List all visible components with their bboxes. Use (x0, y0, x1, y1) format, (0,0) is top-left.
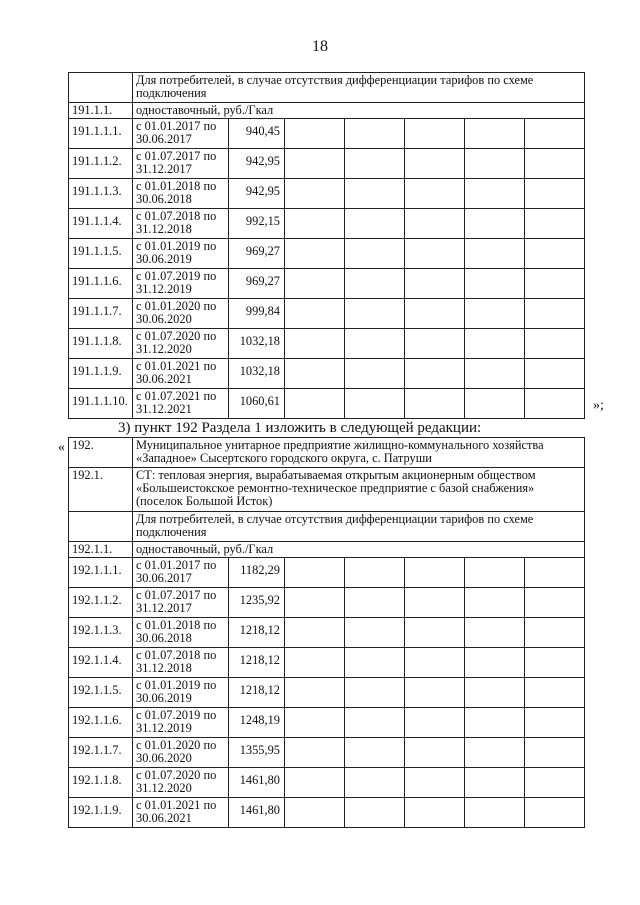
row-value: 969,27 (229, 269, 285, 299)
empty-cell (285, 708, 345, 738)
empty-cell (345, 209, 405, 239)
row-period: с 01.07.2017 по 31.12.2017 (133, 588, 229, 618)
row-value: 1032,18 (229, 329, 285, 359)
table-header-row (69, 512, 585, 542)
empty-cell (285, 149, 345, 179)
empty-cell (345, 119, 405, 149)
empty-cell (405, 768, 465, 798)
table-row (69, 588, 585, 618)
row-value: 1461,80 (229, 768, 285, 798)
org-row (69, 438, 585, 468)
empty-cell (285, 768, 345, 798)
empty-cell (465, 708, 525, 738)
st-code: 192.1. (69, 468, 133, 512)
amendment-heading: 3) пункт 192 Раздела 1 изложить в следующей редакции: (118, 420, 482, 436)
empty-cell (465, 209, 525, 239)
table-row (69, 558, 585, 588)
row-value: 942,95 (229, 149, 285, 179)
empty-cell (285, 239, 345, 269)
empty-cell (345, 359, 405, 389)
empty-cell (285, 618, 345, 648)
row-period: с 01.01.2018 по 30.06.2018 (133, 618, 229, 648)
header-note: Для потребителей, в случае отсутствия дифференциации тарифов по схеме подключения (133, 73, 585, 103)
row-period: с 01.07.2018 по 31.12.2018 (133, 209, 229, 239)
empty-cell (285, 269, 345, 299)
row-value: 942,95 (229, 179, 285, 209)
empty-cell (525, 359, 585, 389)
empty-cell (405, 179, 465, 209)
table-row (69, 209, 585, 239)
empty-cell (405, 678, 465, 708)
row-period: с 01.07.2020 по 31.12.2020 (133, 768, 229, 798)
empty-cell (525, 678, 585, 708)
empty-cell (345, 329, 405, 359)
table-row (69, 768, 585, 798)
empty-cell (345, 239, 405, 269)
empty-cell (345, 708, 405, 738)
table-row (69, 648, 585, 678)
table-row (69, 798, 585, 828)
subhead-code: 192.1.1. (69, 542, 133, 558)
table-row (69, 119, 585, 149)
empty-cell (405, 708, 465, 738)
row-code: 191.1.1.2. (69, 149, 133, 179)
empty-cell (405, 558, 465, 588)
row-code: 192.1.1.5. (69, 678, 133, 708)
empty-cell (345, 299, 405, 329)
table-header-row (69, 73, 585, 103)
row-value: 1218,12 (229, 648, 285, 678)
subhead-row (69, 542, 585, 558)
empty-cell (405, 299, 465, 329)
empty-cell (525, 269, 585, 299)
table-row (69, 359, 585, 389)
row-code: 192.1.1.1. (69, 558, 133, 588)
row-code: 191.1.1.3. (69, 179, 133, 209)
header-note: Для потребителей, в случае отсутствия дифференциации тарифов по схеме подключения (133, 512, 585, 542)
empty-cell (525, 149, 585, 179)
empty-cell (345, 618, 405, 648)
row-code: 192.1.1.3. (69, 618, 133, 648)
empty-cell (465, 239, 525, 269)
row-value: 1355,95 (229, 738, 285, 768)
empty-cell (345, 588, 405, 618)
empty-cell (285, 798, 345, 828)
empty-cell (525, 389, 585, 419)
table-row (69, 738, 585, 768)
row-code: 192.1.1.8. (69, 768, 133, 798)
empty-cell (465, 179, 525, 209)
empty-cell (345, 798, 405, 828)
empty-cell (525, 708, 585, 738)
st-row (69, 468, 585, 512)
empty-cell (405, 648, 465, 678)
subhead-label: одноставочный, руб./Гкал (133, 103, 585, 119)
row-code: 192.1.1.4. (69, 648, 133, 678)
subhead-row (69, 103, 585, 119)
empty-cell (465, 149, 525, 179)
empty-cell (345, 389, 405, 419)
row-value: 940,45 (229, 119, 285, 149)
blank-cell (69, 73, 133, 103)
row-period: с 01.01.2017 по 30.06.2017 (133, 119, 229, 149)
empty-cell (285, 119, 345, 149)
empty-cell (525, 768, 585, 798)
table-row (69, 149, 585, 179)
row-period: с 01.01.2017 по 30.06.2017 (133, 558, 229, 588)
empty-cell (465, 299, 525, 329)
empty-cell (405, 209, 465, 239)
row-code: 192.1.1.9. (69, 798, 133, 828)
row-period: с 01.01.2020 по 30.06.2020 (133, 299, 229, 329)
table-row (69, 239, 585, 269)
empty-cell (465, 648, 525, 678)
empty-cell (405, 329, 465, 359)
empty-cell (525, 329, 585, 359)
empty-cell (285, 588, 345, 618)
page-number: 18 (312, 38, 328, 55)
empty-cell (465, 119, 525, 149)
st-text: СТ: тепловая энергия, вырабатываемая открытым акционерным обществом «Большеистокское ремонтно-техническое предприятие с базой снабжения» (поселок Большой Исток) (133, 468, 585, 512)
row-value: 1248,19 (229, 708, 285, 738)
empty-cell (465, 269, 525, 299)
row-period: с 01.07.2018 по 31.12.2018 (133, 648, 229, 678)
empty-cell (465, 678, 525, 708)
empty-cell (405, 618, 465, 648)
row-value: 969,27 (229, 239, 285, 269)
empty-cell (465, 359, 525, 389)
row-code: 192.1.1.2. (69, 588, 133, 618)
row-value: 1032,18 (229, 359, 285, 389)
tariff-table-191 (68, 72, 585, 419)
empty-cell (525, 239, 585, 269)
empty-cell (525, 119, 585, 149)
empty-cell (285, 299, 345, 329)
row-period: с 01.07.2017 по 31.12.2017 (133, 149, 229, 179)
empty-cell (465, 389, 525, 419)
org-name: Муниципальное унитарное предприятие жилищно-коммунального хозяйства «Западное» Сысертского городского округа, с. Патруши (133, 438, 585, 468)
empty-cell (525, 798, 585, 828)
table-row (69, 329, 585, 359)
row-period: с 01.01.2020 по 30.06.2020 (133, 738, 229, 768)
table-row (69, 299, 585, 329)
row-period: с 01.07.2021 по 31.12.2021 (133, 389, 229, 419)
empty-cell (345, 269, 405, 299)
row-value: 1060,61 (229, 389, 285, 419)
row-period: с 01.01.2019 по 30.06.2019 (133, 239, 229, 269)
opening-quote-mark: « (58, 440, 65, 455)
row-value: 999,84 (229, 299, 285, 329)
empty-cell (405, 269, 465, 299)
table-row (69, 678, 585, 708)
empty-cell (525, 558, 585, 588)
tariff-table-192 (68, 437, 585, 828)
empty-cell (405, 149, 465, 179)
empty-cell (405, 119, 465, 149)
empty-cell (465, 558, 525, 588)
closing-quote-mark: »; (593, 398, 604, 413)
row-period: с 01.01.2021 по 30.06.2021 (133, 798, 229, 828)
row-code: 191.1.1.9. (69, 359, 133, 389)
empty-cell (405, 738, 465, 768)
empty-cell (285, 678, 345, 708)
row-code: 191.1.1.8. (69, 329, 133, 359)
row-code: 191.1.1.6. (69, 269, 133, 299)
empty-cell (525, 588, 585, 618)
empty-cell (285, 209, 345, 239)
empty-cell (285, 389, 345, 419)
table-row (69, 618, 585, 648)
row-value: 1461,80 (229, 798, 285, 828)
row-period: с 01.07.2020 по 31.12.2020 (133, 329, 229, 359)
row-code: 192.1.1.7. (69, 738, 133, 768)
row-code: 192.1.1.6. (69, 708, 133, 738)
row-code: 191.1.1.7. (69, 299, 133, 329)
row-value: 1218,12 (229, 618, 285, 648)
empty-cell (525, 738, 585, 768)
row-period: с 01.01.2019 по 30.06.2019 (133, 678, 229, 708)
empty-cell (525, 299, 585, 329)
row-value: 992,15 (229, 209, 285, 239)
empty-cell (345, 149, 405, 179)
empty-cell (345, 738, 405, 768)
empty-cell (345, 678, 405, 708)
empty-cell (285, 558, 345, 588)
row-value: 1218,12 (229, 678, 285, 708)
row-period: с 01.01.2018 по 30.06.2018 (133, 179, 229, 209)
subhead-label: одноставочный, руб./Гкал (133, 542, 585, 558)
empty-cell (465, 768, 525, 798)
empty-cell (405, 359, 465, 389)
empty-cell (345, 558, 405, 588)
empty-cell (405, 389, 465, 419)
empty-cell (525, 648, 585, 678)
table-row (69, 389, 585, 419)
row-value: 1182,29 (229, 558, 285, 588)
row-value: 1235,92 (229, 588, 285, 618)
empty-cell (285, 648, 345, 678)
empty-cell (285, 179, 345, 209)
empty-cell (345, 768, 405, 798)
empty-cell (465, 588, 525, 618)
org-code: 192. (69, 438, 133, 468)
row-code: 191.1.1.1. (69, 119, 133, 149)
row-period: с 01.07.2019 по 31.12.2019 (133, 269, 229, 299)
row-period: с 01.07.2019 по 31.12.2019 (133, 708, 229, 738)
empty-cell (345, 179, 405, 209)
row-code: 191.1.1.4. (69, 209, 133, 239)
row-code: 191.1.1.5. (69, 239, 133, 269)
empty-cell (525, 179, 585, 209)
table-row (69, 179, 585, 209)
blank-cell (69, 512, 133, 542)
empty-cell (285, 329, 345, 359)
empty-cell (285, 359, 345, 389)
empty-cell (465, 798, 525, 828)
row-code: 191.1.1.10. (69, 389, 133, 419)
empty-cell (405, 798, 465, 828)
empty-cell (345, 648, 405, 678)
row-period: с 01.01.2021 по 30.06.2021 (133, 359, 229, 389)
empty-cell (525, 209, 585, 239)
subhead-code: 191.1.1. (69, 103, 133, 119)
empty-cell (405, 588, 465, 618)
empty-cell (405, 239, 465, 269)
empty-cell (525, 618, 585, 648)
empty-cell (465, 738, 525, 768)
empty-cell (285, 738, 345, 768)
empty-cell (465, 618, 525, 648)
table-row (69, 708, 585, 738)
empty-cell (465, 329, 525, 359)
table-row (69, 269, 585, 299)
